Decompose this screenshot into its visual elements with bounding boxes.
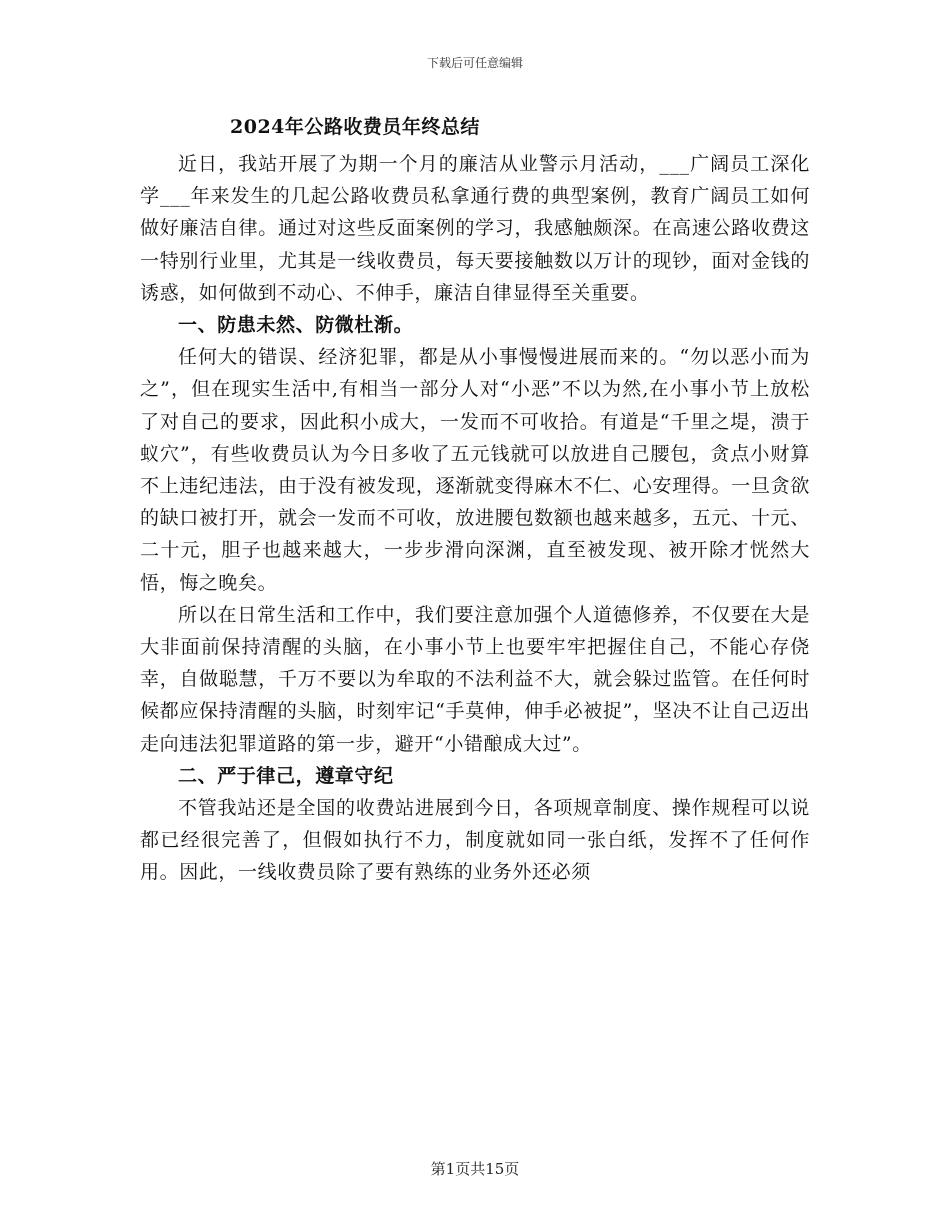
- paragraph-intro: 近日，我站开展了为期一个月的廉洁从业警示月活动，___广阔员工深化学___年来发生的几起公路收费员私拿通行费的典型案例，教育广阔员工如何做好廉洁自律。通过对这些反面案例的学习，我感触颇深。在高速公路收费这一特别行业里，尤其是一线收费员，每天要接触数以万计的现钞，面对金钱的诱惑，如何做到不动心、不伸手，廉洁自律显得至关重要。: [140, 153, 810, 304]
- page-header-note: 下载后可任意编辑: [426, 56, 523, 70]
- paragraph-section1-b: 所以在日常生活和工作中，我们要注意加强个人道德修养，不仅要在大是大非面前保持清醒的头脑，在小事小节上也要牢牢把握住自己，不能心存侥幸，自做聪慧，千万不要以为牟取的不法利益不大，就会躲过监管。在任何时候都应保持清醒的头脑，时刻牢记“手莫伸，伸手必被捉”，坚决不让自己迈出走向违法犯罪道路的第一步，避开“小错酿成大过”。: [140, 603, 810, 755]
- section-heading-2: 二、严于律己，遵章守纪: [178, 764, 394, 787]
- paragraph-section2-a: 不管我站还是全国的收费站进展到今日，各项规章制度、操作规程可以说都已经很完善了，但假如执行不力，制度就如同一张白纸，发挥不了任何作用。因此，一线收费员除了要有熟练的业务外还必须: [140, 797, 810, 884]
- document-title: 2024年公路收费员年终总结: [230, 116, 480, 138]
- paragraph-section1-a: 任何大的错误、经济犯罪，都是从小事慢慢进展而来的。“勿以恶小而为之”，但在现实生活中,有相当一部分人对“小恶”不以为然,在小事小节上放松了对自己的要求，因此积小成大，一发而不可收拾。有道是“千里之堤，溃于蚁穴”，有些收费员认为今日多收了五元钱就可以放进自己腰包，贪点小财算不上违纪违法，由于没有被发现，逐渐就变得麻木不仁、心安理得。一旦贪欲的缺口被打开，就会一发而不可收，放进腰包数额也越来越多，五元、十元、二十元，胆子也越来越大，一步步滑向深渊，直至被发现、被开除才恍然大悟，悔之晚矣。: [140, 346, 810, 594]
- section-heading-1: 一、防患未然、防微杜渐。: [178, 314, 414, 337]
- page-number-footer: 第1页共15页: [430, 1160, 520, 1178]
- document-body: [140, 112, 810, 889]
